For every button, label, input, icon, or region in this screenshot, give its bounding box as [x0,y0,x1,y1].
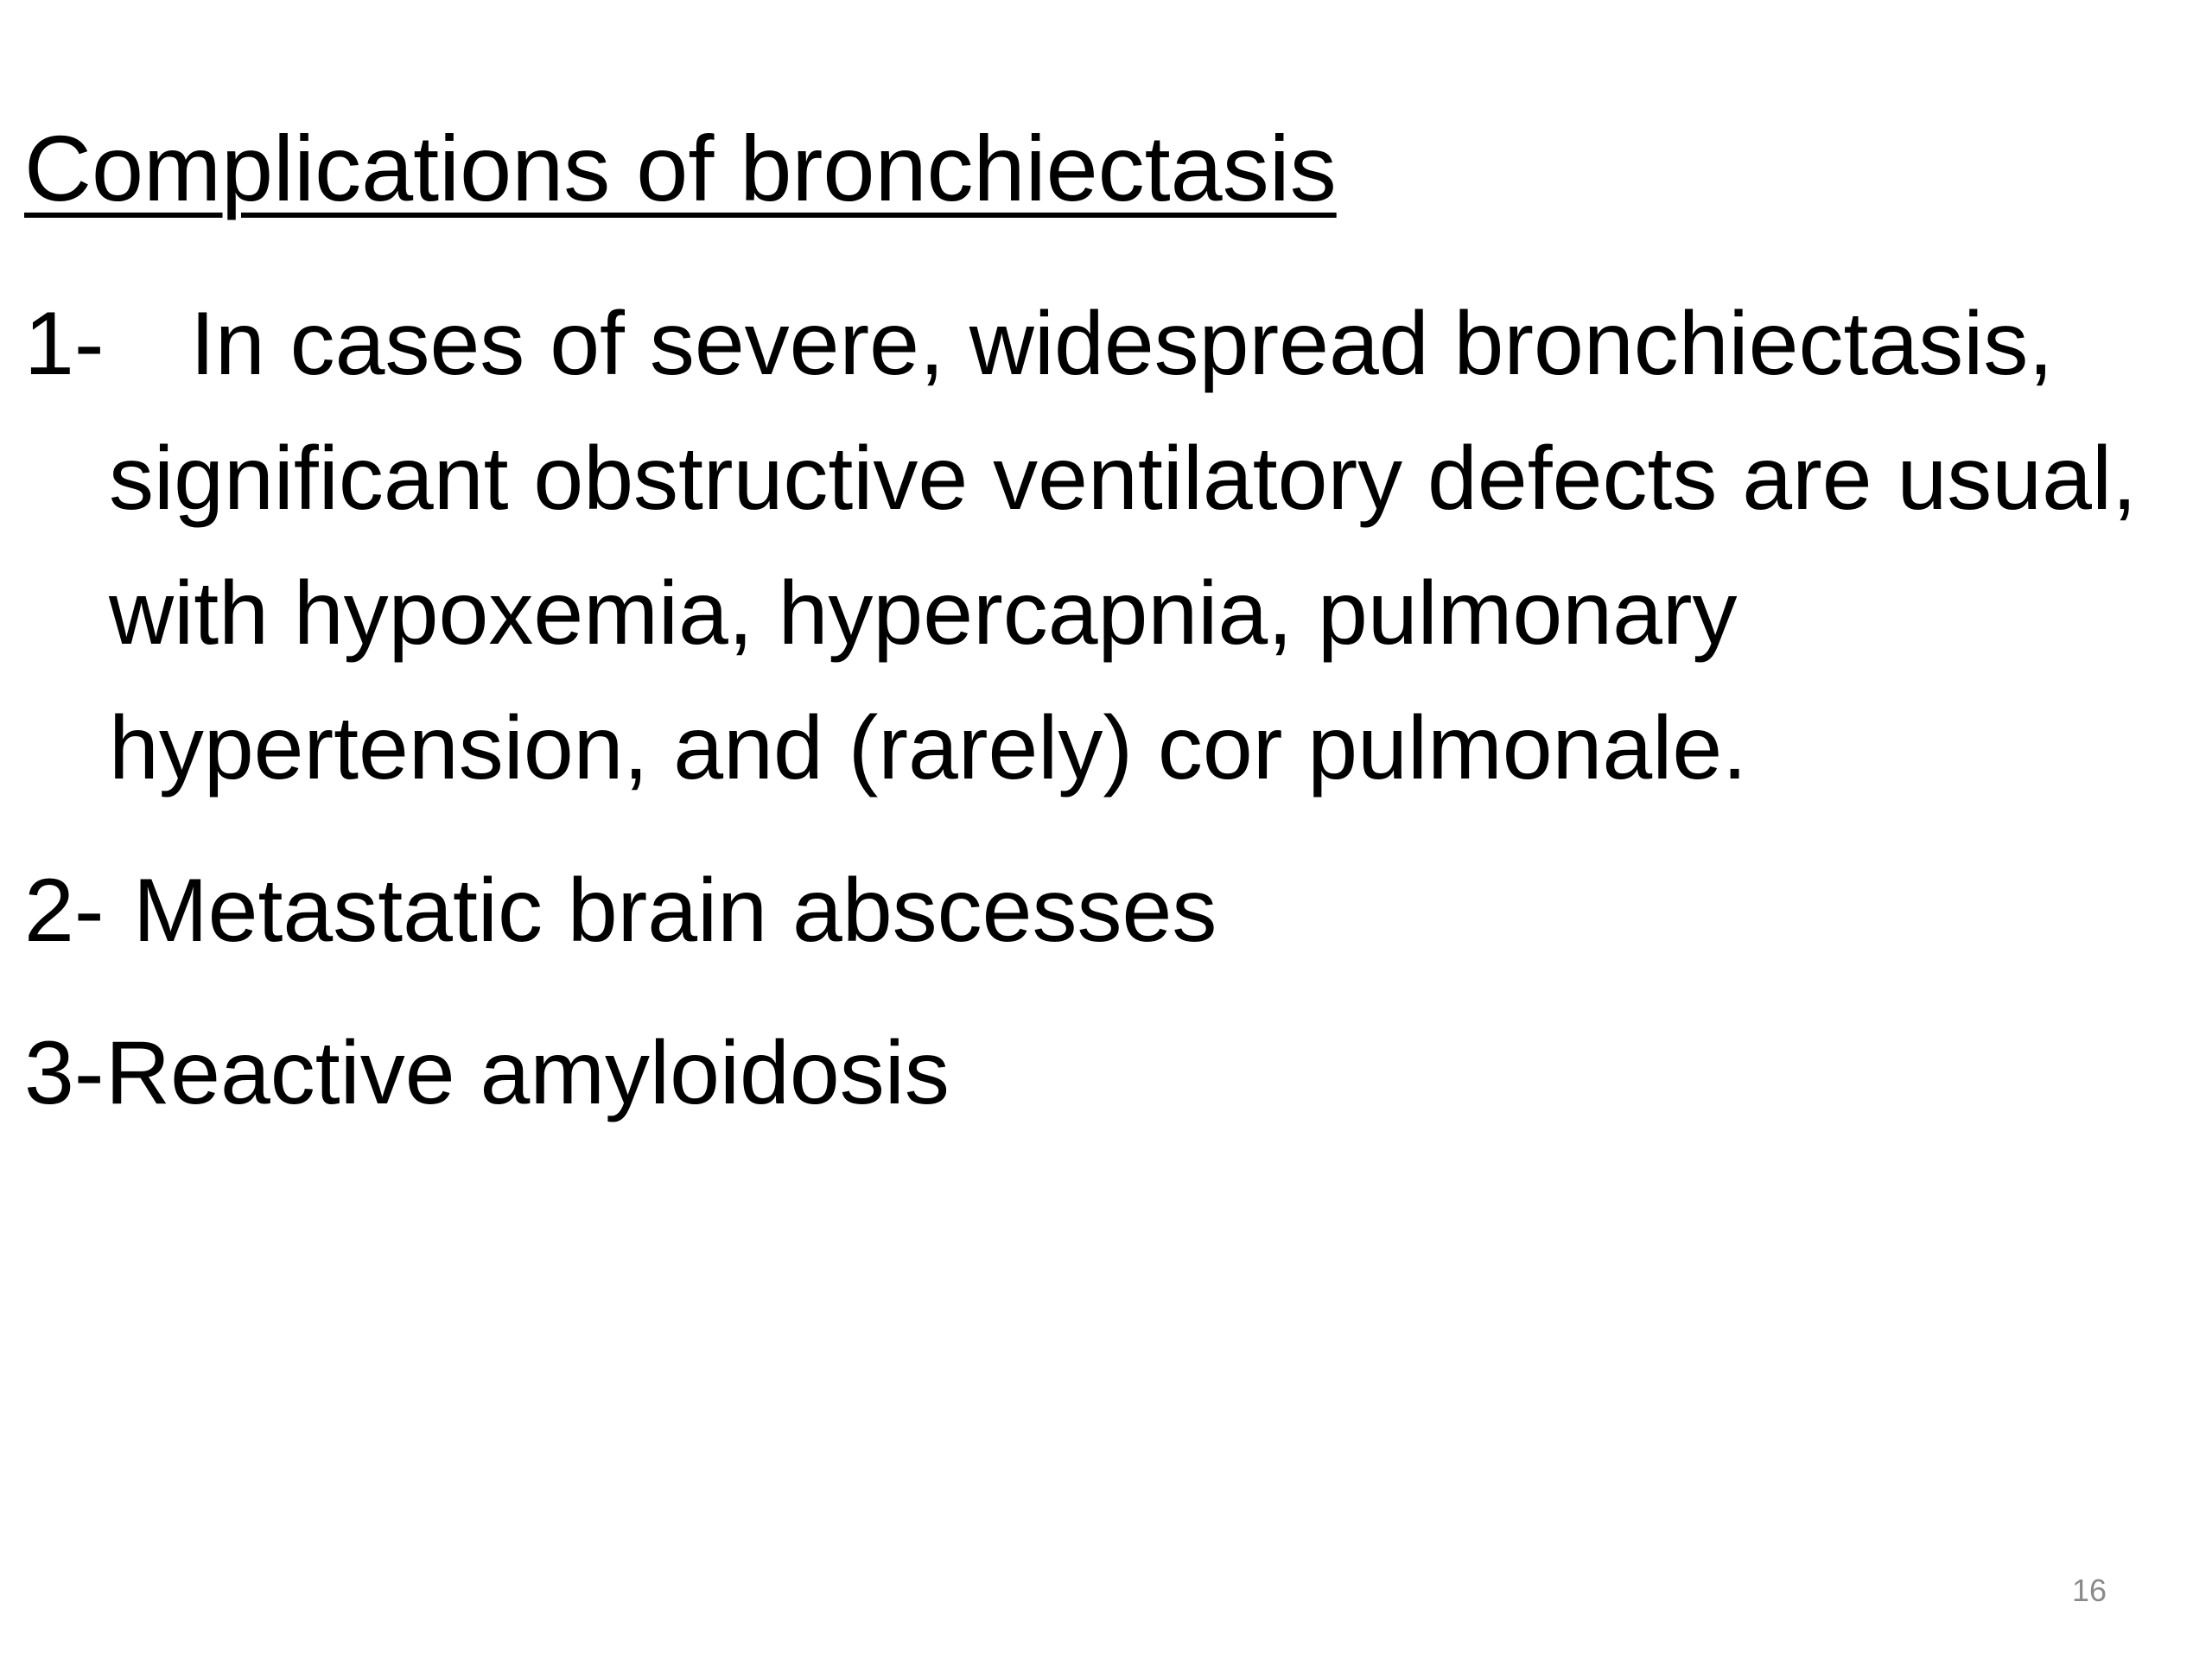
list-item-text: Metastatic brain abscesses [133,861,1217,961]
list-item-number: 2- [24,861,105,961]
list-item [24,276,2184,816]
list-item [24,843,2184,978]
list-item-number: 1- [24,294,105,394]
list-item [24,1006,2184,1141]
complications-list [24,276,2184,1141]
list-item-text: In cases of severe, widespread bronchiectasis, significant obstructive ventilatory defects are usual, with hypoxemia, hypercapnia, pulmonary hypertension, and (rarely) cor pulmonale. [109,294,2137,798]
slide-title: Complications of bronchiectasis [24,116,1337,220]
page-number: 16 [2071,1573,2107,1608]
list-item-text: Reactive amyloidosis [105,1023,950,1123]
list-item-number: 3- [24,1023,105,1123]
